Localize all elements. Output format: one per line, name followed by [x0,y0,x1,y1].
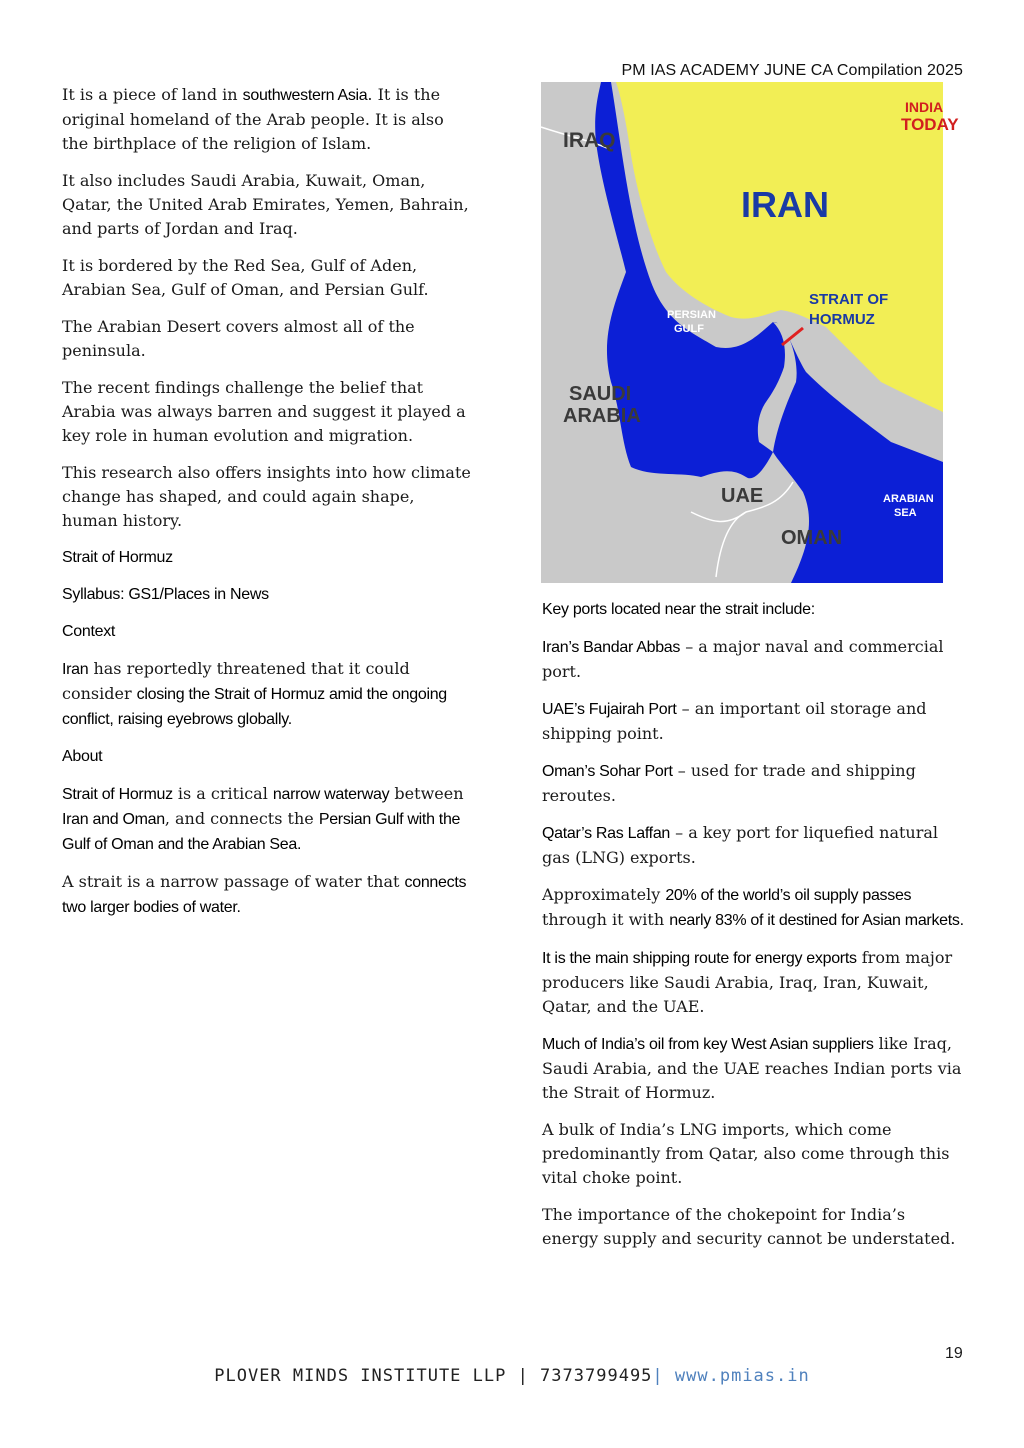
label-uae: UAE [721,485,764,507]
label-persian-1: PERSIAN [667,309,716,321]
syllabus-line: Syllabus: GS1/Places in News [62,586,269,603]
page-number: 19 [945,1345,963,1362]
label-iraq: IRAQ [563,129,616,152]
paragraph: Oman’s Sohar Port – used for trade and shipping reroutes. [542,761,916,805]
paragraph: The Arabian Desert covers almost all of the peninsula. [62,317,415,360]
label-strait-1: STRAIT OF [809,291,889,308]
label-saudi-2: ARABIA [563,405,641,427]
label-arabian-1: ARABIAN [883,493,934,505]
label-persian-2: GULF [674,323,704,335]
paragraph: It is the main shipping route for energy exports from major producers like Saudi Arabia, Iraq, Iran, Kuwait, Qatar, and the UAE. [542,948,953,1016]
paragraph: A bulk of India’s LNG imports, which come predominantly from Qatar, also come through this vital choke point. [542,1120,950,1187]
strait-of-hormuz-map [541,82,959,583]
label-iran: IRAN [741,184,829,225]
label-saudi-1: SAUDI [569,383,632,405]
paragraph: Iran’s Bandar Abbas – a major naval and commercial port. [542,637,944,681]
footer-website-link[interactable]: www.pmias.in [674,1366,810,1386]
paragraph: Strait of Hormuz is a critical narrow waterway between Iran and Oman, and connects the Persian Gulf with the Gulf of Oman and the Arabian Sea. [62,784,464,853]
running-header: PM IAS ACADEMY JUNE CA Compilation 2025 [621,62,963,79]
label-india: INDIA [905,99,944,115]
right-column [542,598,966,1264]
footer-separator: | [652,1366,675,1386]
paragraph: Much of India’s oil from key West Asian suppliers like Iraq, Saudi Arabia, and the UAE reaches Indian ports via the Strait of Hormuz. [542,1034,962,1102]
paragraph: UAE’s Fujairah Port – an important oil storage and shipping point. [542,699,927,743]
context-heading: Context [62,623,116,640]
section-heading: Strait of Hormuz [62,549,173,566]
label-arabian-2: SEA [894,507,917,519]
paragraph: A strait is a narrow passage of water that connects two larger bodies of water. [62,872,467,916]
paragraph: The recent findings challenge the belief that Arabia was always barren and suggest it played a key role in human evolution and migration. [62,378,466,445]
paragraph: Qatar’s Ras Laffan – a key port for liquefied natural gas (LNG) exports. [542,823,939,867]
paragraph: It is bordered by the Red Sea, Gulf of Aden, Arabian Sea, Gulf of Oman, and Persian Gulf. [62,256,429,299]
paragraph: Iran has reportedly threatened that it could consider closing the Strait of Hormuz amid the ongoing conflict, raising eyebrows globally. [62,659,447,728]
paragraph: It is a piece of land in southwestern Asia. It is the original homeland of the Arab people. It is also the birthplace of the religion of Islam. [62,85,444,153]
label-strait-2: HORMUZ [809,311,875,328]
paragraph: It also includes Saudi Arabia, Kuwait, Oman, Qatar, the United Arab Emirates, Yemen, Bahrain, and parts of Jordan and Iraq. [62,171,469,238]
paragraph: The importance of the chokepoint for India’s energy supply and security cannot be understated. [542,1205,956,1248]
footer [0,1366,1024,1386]
paragraph: Approximately 20% of the world’s oil supply passes through it with nearly 83% of it destined for Asian markets. [542,885,964,929]
about-heading: About [62,748,103,765]
paragraph: This research also offers insights into how climate change has shaped, and could again shape, human history. [62,463,471,530]
label-today: TODAY [901,115,959,134]
label-oman: OMAN [781,527,843,549]
footer-text: PLOVER MINDS INSTITUTE LLP | 7373799495 [214,1366,653,1386]
ports-heading: Key ports located near the strait include: [542,601,815,618]
left-column [62,83,474,933]
